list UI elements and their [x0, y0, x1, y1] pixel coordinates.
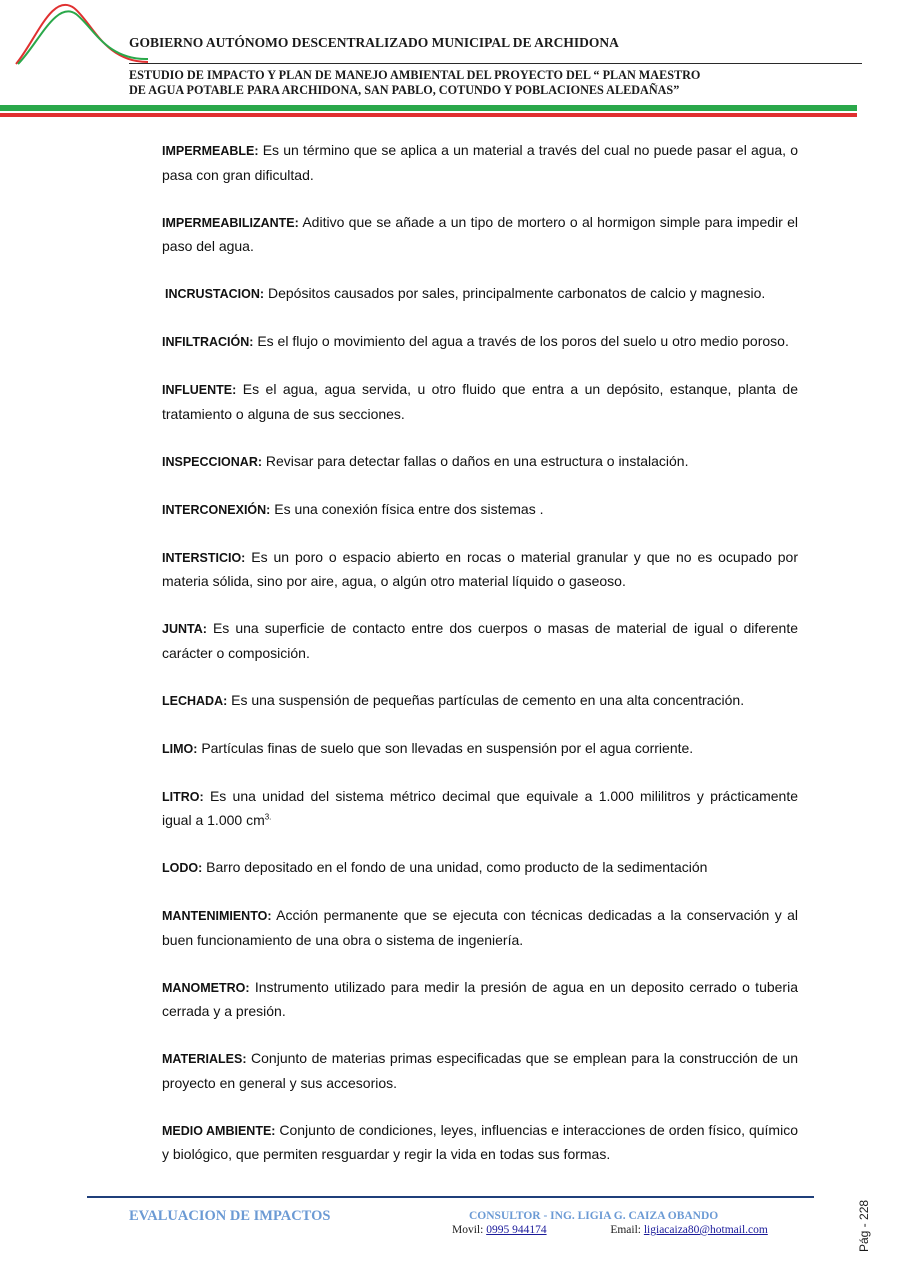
entry-term: MANOMETRO:	[162, 980, 250, 995]
glossary-content	[162, 139, 798, 1167]
footer-section-title: EVALUACION DE IMPACTOS	[129, 1208, 331, 1224]
entry-text: Es una suspensión de pequeñas partículas de cemento en una alta concentración.	[231, 691, 745, 708]
glossary-entry	[162, 737, 798, 762]
entry-text: Conjunto de condiciones, leyes, influencias e interacciones de orden físico, químico y biológico, que permiten resguardar y regir la vida en todas sus formas.	[162, 1121, 798, 1162]
entry-text: Es el agua, agua servida, u otro fluido que entra a un depósito, estanque, planta de tratamiento o alguna de sus secciones.	[162, 381, 798, 422]
header-title: GOBIERNO AUTÓNOMO DESCENTRALIZADO MUNICIPAL DE ARCHIDONA	[129, 35, 619, 50]
glossary-entry	[162, 1047, 798, 1095]
entry-text: Barro depositado en el fondo de una unidad, como producto de la sedimentación	[206, 859, 708, 875]
glossary-entry	[162, 211, 798, 259]
entry-term: INTERCONEXIÓN:	[162, 502, 271, 517]
glossary-entry	[162, 1119, 798, 1167]
header-subtitle-line2: DE AGUA POTABLE PARA ARCHIDONA, SAN PABLO, COTUNDO Y POBLACIONES ALEDAÑAS”	[129, 83, 680, 97]
entry-term: LECHADA:	[162, 693, 228, 708]
entry-text: Es una conexión física entre dos sistemas .	[274, 500, 544, 517]
entry-superscript: 3.	[264, 812, 272, 822]
glossary-entry	[162, 378, 798, 426]
movil-label: Movil:	[452, 1224, 484, 1236]
glossary-entry	[162, 976, 798, 1024]
entry-term: INFLUENTE:	[162, 383, 237, 397]
glossary-entry	[162, 856, 798, 881]
entry-text: Es un poro o espacio abierto en rocas o material granular y que no es ocupado por materia sólida, sino por aire, agua, o algún otro material líquido o gaseoso.	[162, 548, 799, 589]
entry-term: IMPERMEABILIZANTE:	[162, 215, 299, 230]
entry-term: MEDIO AMBIENTE:	[162, 1123, 276, 1138]
entry-term: MATERIALES:	[162, 1052, 247, 1066]
header-subtitle	[129, 68, 829, 98]
entry-text: Depósitos causados por sales, principalmente carbonatos de calcio y magnesio.	[267, 285, 766, 301]
entry-term: LIMO:	[162, 741, 198, 756]
entry-term: INCRUSTACION:	[165, 287, 265, 301]
email-label: Email:	[610, 1224, 641, 1236]
entry-text: Instrumento utilizado para medir la presión de agua en un deposito cerrado o tuberia cerrada y a presión.	[162, 978, 798, 1019]
glossary-entry	[162, 546, 798, 594]
entry-text: Es un término que se aplica a un material a través del cual no puede pasar el agua, o pasa con gran dificultad.	[162, 142, 799, 183]
entry-text: Aditivo que se añade a un tipo de mortero o al hormigon simple para impedir el paso del agua.	[162, 213, 798, 254]
footer-contact	[452, 1224, 812, 1236]
entry-term: MANTENIMIENTO:	[162, 909, 272, 923]
glossary-entry	[162, 689, 798, 714]
page-number: Pág - 228	[857, 1199, 871, 1252]
entry-term: INTERSTICIO:	[162, 550, 246, 565]
entry-text: Es una unidad del sistema métrico decimal que equivale a 1.000 mililitros y prácticamente igual a 1.000 cm	[162, 787, 799, 828]
footer-rule	[87, 1196, 814, 1198]
header-red-band	[0, 113, 857, 117]
glossary-entry	[162, 785, 798, 833]
header-green-band	[0, 105, 857, 111]
entry-text: Partículas finas de suelo que son llevadas en suspensión por el agua corriente.	[201, 739, 694, 756]
glossary-entry	[162, 330, 798, 355]
footer-consultor: CONSULTOR - ING. LIGIA G. CAIZA OBANDO	[469, 1210, 719, 1222]
header-subtitle-line1: ESTUDIO DE IMPACTO Y PLAN DE MANEJO AMBIENTAL DEL PROYECTO DEL “ PLAN MAESTRO	[129, 68, 701, 82]
email-link[interactable]: ligiacaiza80@hotmail.com	[643, 1224, 768, 1236]
entry-term: LODO:	[162, 861, 203, 875]
entry-term: IMPERMEABLE:	[162, 144, 259, 158]
entry-text: Revisar para detectar fallas o daños en una estructura o instalación.	[265, 452, 689, 469]
glossary-entry	[162, 139, 798, 187]
wave-logo-icon	[14, 0, 149, 68]
entry-term: LITRO:	[162, 789, 204, 804]
entry-term: INFILTRACIÓN:	[162, 335, 254, 349]
entry-term: INSPECCIONAR:	[162, 454, 263, 469]
header-rule	[129, 63, 862, 64]
entry-term: JUNTA:	[162, 622, 207, 636]
entry-text: Es el flujo o movimiento del agua a través de los poros del suelo u otro medio poroso.	[257, 333, 789, 349]
glossary-entry	[162, 282, 798, 307]
entry-text: Acción permanente que se ejecuta con técnicas dedicadas a la conservación y al buen funcionamiento de una obra o sistema de ingeniería.	[162, 907, 799, 948]
entry-text: Conjunto de materias primas especificadas que se emplean para la construcción de un proyecto en general y sus accesorios.	[162, 1050, 798, 1091]
glossary-entry	[162, 904, 798, 952]
glossary-entry	[162, 450, 798, 475]
glossary-entry	[162, 617, 798, 665]
movil-link[interactable]: 0995 944174	[486, 1224, 547, 1236]
glossary-entry	[162, 498, 798, 523]
entry-text: Es una superficie de contacto entre dos cuerpos o masas de material de igual o diferente carácter o composición.	[162, 620, 798, 661]
